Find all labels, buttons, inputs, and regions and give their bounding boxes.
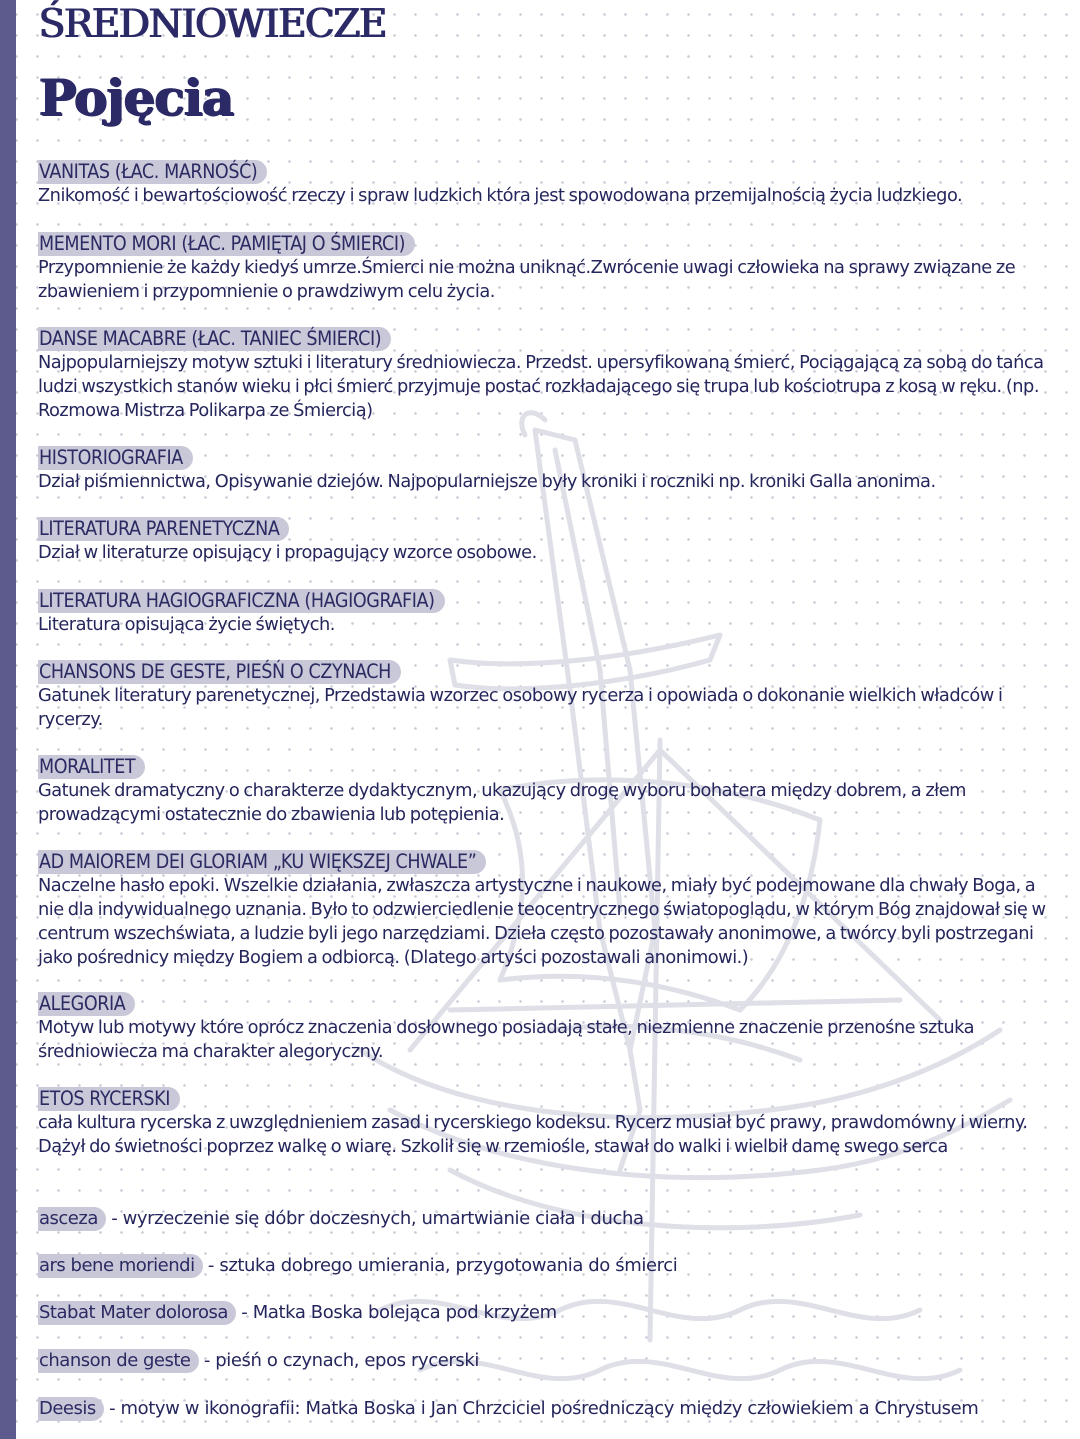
term-definition: Znikomość i bewartościowość rzeczy i spraw ludzkich która jest spowodowana przemijalnością życia ludzkiego.: [38, 185, 963, 206]
term-label: LITERATURA PARENETYCZNA: [38, 517, 289, 541]
term-label: ars bene moriendi: [38, 1254, 203, 1278]
term-label: ALEGORIA: [38, 992, 135, 1016]
term-chansons-de-geste: [38, 660, 1053, 732]
term-ad-maiorem-dei-gloriam: [38, 850, 1053, 970]
term-danse-macabre: [38, 327, 1053, 423]
term-definition: Gatunek dramatyczny o charakterze dydaktycznym, ukazujący drogę wyboru bohatera między dobrem, a złem prowadzącymi ostatecznie do zbawienia lub potępienia.: [38, 780, 966, 825]
term-definition: cała kultura rycerska z uwzględnieniem zasad i rycerskiego kodeksu. Rycerz musiał być prawy, prawdomówny i wierny. Dążył do świetności poprzez walkę o wiarę. Szkolił się w rzemiośle, stawał do walki i wielbił damę swego serca: [38, 1112, 1028, 1157]
short-term-ars-bene-moriendi: [38, 1254, 677, 1278]
short-term-chanson-de-geste: [38, 1349, 479, 1373]
term-label: asceza: [38, 1207, 106, 1231]
term-label: Stabat Mater dolorosa: [38, 1301, 236, 1325]
term-definition: - sztuka dobrego umierania, przygotowania do śmierci: [207, 1255, 678, 1276]
short-term-deesis: [38, 1397, 978, 1421]
term-label: MORALITET: [38, 755, 145, 779]
term-historiografia: [38, 446, 1053, 494]
term-definition: Dział w literaturze opisujący i propagujący wzorce osobowe.: [38, 542, 537, 563]
term-vanitas: [38, 160, 1053, 208]
term-definition: - motyw w ikonografii: Matka Boska i Jan Chrzciciel pośredniczący między człowiekiem a Chrystusem: [109, 1398, 979, 1419]
term-label: ETOS RYCERSKI: [38, 1087, 180, 1111]
term-label: CHANSONS DE GESTE, PIEŚŃ O CZYNACH: [38, 660, 401, 684]
term-definition: Motyw lub motywy które oprócz znaczenia dosłownego posiadają stałe, niezmienne znaczenie przenośne sztuka średniowiecza ma charakter alegoryczny.: [38, 1017, 974, 1062]
term-literatura-parenetyczna: [38, 517, 1053, 565]
term-definition: Literatura opisująca życie świętych.: [38, 614, 335, 635]
page-margin-bar: [0, 0, 16, 1439]
term-definition: Dział piśmiennictwa, Opisywanie dziejów. Najpopularniejsze były kroniki i roczniki np. kroniki Galla anonima.: [38, 471, 936, 492]
term-label: VANITAS (ŁAC. MARNOŚĆ): [38, 160, 267, 184]
term-label: DANSE MACABRE (ŁAC. TANIEC ŚMIERCI): [38, 327, 391, 351]
term-alegoria: [38, 992, 1053, 1064]
term-definition: Najpopularniejszy motyw sztuki i literatury średniowiecza. Przedst. upersyfikowaną śmierć, Pociągającą za sobą do tańca ludzi wszystkich stanów wieku i płci śmierć przyjmuje postać rozkładającego się trupa lub kościotrupa z kosą w ręku. (np. Rozmowa Mistrza Polikarpa ze Śmiercią): [38, 352, 1044, 421]
short-term-asceza: [38, 1207, 644, 1231]
term-label: chanson de geste: [38, 1349, 199, 1373]
term-label: HISTORIOGRAFIA: [38, 446, 193, 470]
term-definition: Przypomnienie że każdy kiedyś umrze.Śmierci nie można uniknąć.Zwrócenie uwagi człowieka na sprawy związane ze zbawieniem i przypomnienie o prawdziwym celu życia.: [38, 257, 1016, 302]
short-term-stabat-mater: [38, 1301, 557, 1325]
term-memento-mori: [38, 232, 1053, 304]
term-definition: - Matka Boska bolejąca pod krzyżem: [241, 1302, 557, 1323]
term-etos-rycerski: [38, 1087, 1053, 1159]
term-label: AD MAIOREM DEI GLORIAM „KU WIĘKSZEJ CHWALE”: [38, 850, 486, 874]
term-label: LITERATURA HAGIOGRAFICZNA (HAGIOGRAFIA): [38, 589, 445, 613]
term-label: Deesis: [38, 1397, 104, 1421]
term-definition: Gatunek literatury parenetycznej, Przedstawia wzorzec osobowy rycerza i opowiada o dokonanie wielkich władców i rycerzy.: [38, 685, 1003, 730]
term-literatura-hagiograficzna: [38, 589, 1053, 637]
section-heading: Pojęcia: [38, 68, 233, 127]
term-definition: Naczelne hasło epoki. Wszelkie działania, zwłaszcza artystyczne i naukowe, miały być podejmowane dla chwały Boga, a nie dla indywidualnego uznania. Było to odzwierciedlenie teocentrycznego światopoglądu, w którym Bóg znajdował się w centrum wszechświata, a ludzie byli jego narzędziami. Dzieła często pozostawały anonimowe, a twórcy byli postrzegani jako pośrednicy między Bogiem a odbiorcą. (Dlatego artyści pozostawali anonimowi.): [38, 875, 1046, 968]
term-definition: - pieśń o czynach, epos rycerski: [203, 1350, 480, 1371]
term-label: MEMENTO MORI (ŁAC. PAMIĘTAJ O ŚMIERCI): [38, 232, 415, 256]
term-definition: - wyrzeczenie się dóbr doczesnych, umartwianie ciała i ducha: [111, 1208, 644, 1229]
term-moralitet: [38, 755, 1053, 827]
page-title: ŚREDNIOWIECZE: [38, 2, 386, 47]
